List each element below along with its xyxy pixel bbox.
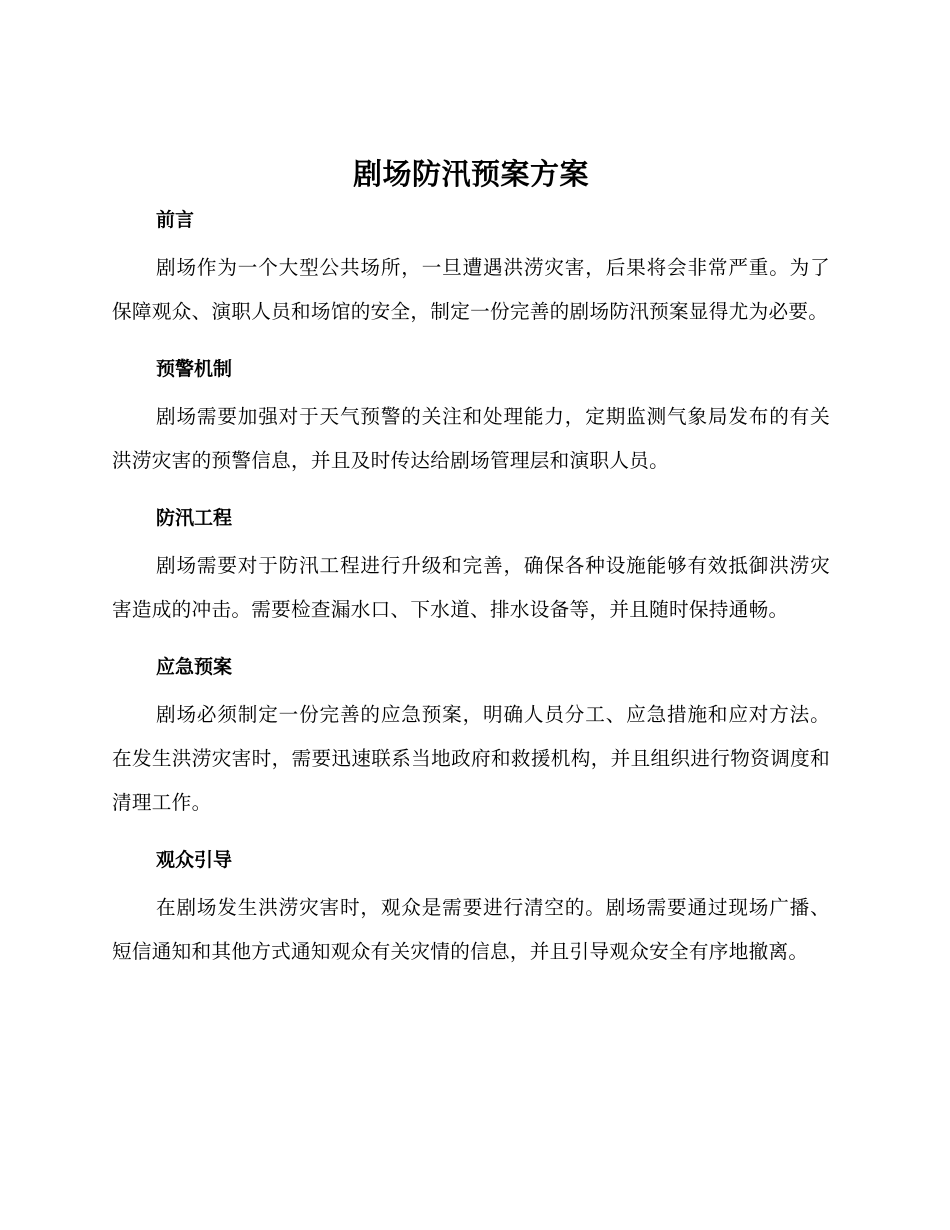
section-body: 在剧场发生洪涝灾害时，观众是需要进行清空的。剧场需要通过现场广播、短信通知和其他方式通知观众有关灾情的信息，并且引导观众安全有序地撤离。 [112, 896, 830, 963]
section-emergency-plan [112, 645, 830, 825]
document-title: 剧场防汛预案方案 [352, 157, 589, 191]
document-page [112, 150, 830, 974]
section-body: 剧场需要对于防汛工程进行升级和完善，确保各种设施能够有效抵御洪涝灾害造成的冲击。需要检查漏水口、下水道、排水设备等，并且随时保持通畅。 [112, 554, 830, 621]
section-flood-engineering [112, 496, 830, 632]
section-preface [112, 198, 830, 334]
section-heading: 防汛工程 [156, 507, 233, 529]
section-heading: 观众引导 [156, 849, 233, 871]
section-heading: 前言 [156, 209, 195, 231]
section-heading: 应急预案 [156, 656, 233, 678]
section-warning-mechanism [112, 347, 830, 483]
section-body: 剧场必须制定一份完善的应急预案，明确人员分工、应急措施和应对方法。在发生洪涝灾害时，需要迅速联系当地政府和救援机构，并且组织进行物资调度和清理工作。 [112, 703, 830, 814]
section-heading: 预警机制 [156, 358, 233, 380]
section-body: 剧场作为一个大型公共场所，一旦遭遇洪涝灾害，后果将会非常严重。为了保障观众、演职人员和场馆的安全，制定一份完善的剧场防汛预案显得尤为必要。 [112, 256, 830, 323]
section-body: 剧场需要加强对于天气预警的关注和处理能力，定期监测气象局发布的有关洪涝灾害的预警信息，并且及时传达给剧场管理层和演职人员。 [112, 405, 830, 472]
section-audience-guidance [112, 838, 830, 974]
